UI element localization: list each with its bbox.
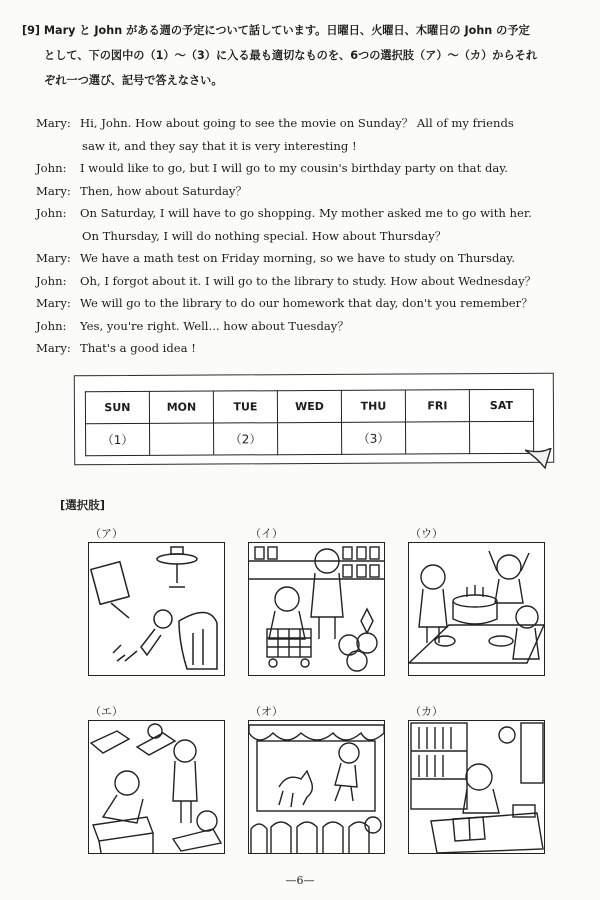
dialogue-text: I would like to go, but I will go to my cousin's birthday party on that day. [80, 161, 508, 176]
option-o [248, 704, 385, 854]
option-label: （イ） [250, 527, 283, 540]
question-number: [9] [22, 24, 41, 37]
birthday-party-illustration [409, 543, 544, 675]
dialogue-text: Yes, you're right. Well... how about Tuesday？ [80, 318, 349, 333]
speaker: John : [36, 274, 80, 288]
movie-theater-illustration [249, 721, 384, 853]
page-curl-decoration [525, 448, 553, 470]
dialogue-line [36, 337, 576, 360]
dialogue-text: On Saturday, I will have to go shopping. My mother asked me to go with her. [80, 206, 532, 221]
speaker: Mary : [36, 251, 80, 265]
dialogue-text: Oh, I forgot about it. I will go to the library to study. How about Wednesday？ [80, 273, 537, 288]
schedule-card [74, 373, 554, 466]
option-label: （エ） [90, 705, 123, 718]
option-illustration-classroom [88, 720, 225, 854]
question-prompt [22, 18, 582, 93]
option-illustration-library [408, 720, 545, 854]
dialogue-line [36, 180, 576, 203]
option-label: （オ） [250, 705, 283, 718]
relaxing-at-home-illustration [89, 543, 224, 675]
day-cell: FRI [405, 390, 469, 422]
dialogue-line [36, 270, 576, 293]
shopping-illustration [249, 543, 384, 675]
option-label: （ウ） [410, 527, 443, 540]
schedule-day-row [85, 389, 533, 423]
option-a [88, 526, 225, 676]
classroom-test-illustration [89, 721, 224, 853]
page-number: —6— [285, 874, 315, 887]
dialogue-text: On Thursday, I will do nothing special. How about Thursday？ [82, 228, 447, 243]
dialogue-text: saw it, and they say that it is very interesting ! [82, 138, 357, 153]
dialogue-line [36, 247, 576, 270]
dialogue-text: We have a math test on Friday morning, so we have to study on Thursday. [80, 251, 516, 266]
day-cell: SUN [85, 391, 149, 423]
dialogue-line [36, 292, 576, 315]
slot-cell: （3） [342, 422, 406, 454]
option-illustration-theater [248, 720, 385, 854]
option-illustration-party [408, 542, 545, 676]
speaker: Mary : [36, 184, 80, 198]
dialogue [36, 112, 576, 360]
dialogue-line [36, 135, 576, 158]
option-label: （カ） [410, 705, 443, 718]
day-cell: SAT [469, 389, 533, 421]
slot-cell [150, 423, 214, 455]
slot-cell: （2） [214, 423, 278, 455]
dialogue-text: Then, how about Saturday？ [80, 183, 248, 198]
dialogue-line [36, 202, 576, 225]
speaker: John : [36, 206, 80, 220]
day-cell: MON [149, 391, 213, 423]
option-u [408, 526, 545, 676]
option-e [88, 704, 225, 854]
library-study-illustration [409, 721, 544, 853]
dialogue-line [36, 157, 576, 180]
slot-cell: （1） [86, 423, 150, 455]
dialogue-line [36, 225, 576, 248]
schedule-slot-row [86, 421, 534, 455]
dialogue-line [36, 315, 576, 338]
dialogue-text: We will go to the library to do our homework that day, don't you remember？ [80, 296, 533, 311]
option-illustration-shopping [248, 542, 385, 676]
option-ka [408, 704, 545, 854]
day-cell: THU [341, 390, 405, 422]
dialogue-text: Hi, John. How about going to see the movie on Sunday？ All of my friends [80, 116, 514, 131]
speaker: John : [36, 161, 80, 175]
question-line-3: ぞれ一つ選び、記号で答えなさい。 [44, 74, 223, 87]
speaker: Mary : [36, 296, 80, 310]
dialogue-text: That's a good idea ! [80, 341, 196, 356]
option-i [248, 526, 385, 676]
option-illustration-home [88, 542, 225, 676]
dialogue-line [36, 112, 576, 135]
slot-cell [278, 422, 342, 454]
option-label: （ア） [90, 527, 123, 540]
schedule-table [85, 389, 534, 456]
options-label: [選択肢] [60, 498, 106, 512]
speaker: John : [36, 319, 80, 333]
day-cell: TUE [213, 391, 277, 423]
question-line-1: [9] Mary と John がある週の予定について話しています。日曜日、火曜日、木曜日の John の予定 [22, 24, 530, 37]
slot-cell [406, 422, 470, 454]
speaker: Mary : [36, 341, 80, 355]
day-cell: WED [277, 390, 341, 422]
question-line-2: として、下の図中の（1）〜（3）に入る最も適切なものを、6つの選択肢（ア）〜（カ）からそれ [44, 49, 538, 62]
speaker: Mary : [36, 116, 80, 130]
